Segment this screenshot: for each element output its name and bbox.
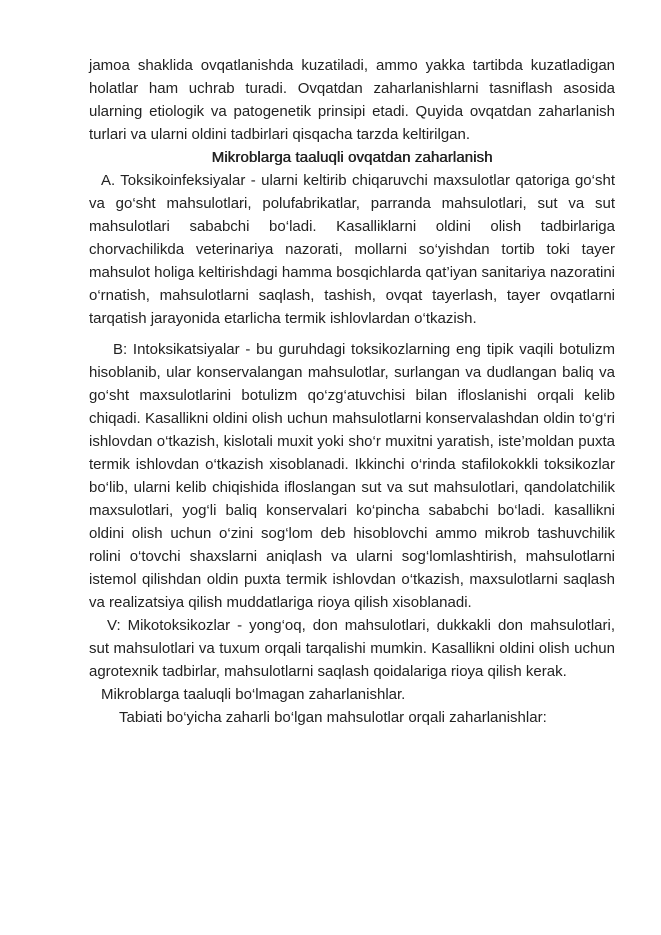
naturally-toxic-line: Tabiati bo‘yicha zaharli bo‘lgan mahsulotlar orqali zaharlanishlar: <box>119 709 547 726</box>
section-a-paragraph: A. Toksikoinfeksiyalar - ularni keltirib chiqaruvchi maxsulotlar qatoriga go‘sht va go‘sht mahsulotlari, polufabrikatlar, parranda mahsulotlari, sut va sut mahsulotlari sababchi bo‘ladi. Kasalliklarni oldini olish tadbirlariga chorvachilikda veterinariya nazorati, mollarni so‘yishdan tortib toki tayer mahsulot holiga keltirishdagi hamma bosqichlarda qat’iyan sanitariya nazoratini o‘rnatish, mahsulotlarni saqlash, tashish, ovqat tayerlash, tayer ovqatlarni tarqatish jarayonida etarlicha termik ishlovlardan o‘tkazish. <box>89 172 615 327</box>
document-page <box>89 54 615 729</box>
section-heading: Mikroblarga taaluqli ovqatdan zaharlanish <box>211 149 493 166</box>
intro-paragraph: jamoa shaklida ovqatlanishda kuzatiladi, ammo yakka tartibda kuzatladigan holatlar ham uchrab turadi. Ovqatdan zaharlanishlarni tasniflash asosida ularning etiologik va patogenetik prinsipi etadi. Quyida ovqatdan zaharlanish turlari va ularni oldini tadbirlari qisqacha tarzda keltirilgan. <box>89 57 615 143</box>
paragraph-gap <box>89 330 615 338</box>
non-microbial-line: Mikroblarga taaluqli bo‘lmagan zaharlanishlar. <box>101 686 406 703</box>
section-b-paragraph: B: Intoksikatsiyalar - bu guruhdagi toksikozlarning eng tipik vaqili botulizm hisoblanib, ular konservalangan mahsulotlar, surlangan va dudlangan baliq va go‘sht maxsulotlarini botulizm qo‘zg‘atuvchisi bilan ifloslanishi orqali kelib chiqadi. Kasallikni oldini olish uchun mahsulotlarni konservalashdan oldin to‘g‘ri ishlovdan o‘tkazish, kislotali muxit yoki sho‘r muxitni yaratish, iste’moldan puxta termik ishlovdan o‘tkazish xisoblanadi. Ikkinchi o‘rinda stafilokokkli toksikozlar bo‘lib, ularni kelib chiqishida ifloslangan sut va sut mahsulotlari, qandolatchilik maxsulotlari, yog‘li baliq konservalari ko‘pincha sababchi bo‘ladi. kasallikni oldini olish uchun o‘zini sog‘lom deb hisoblovchi ammo mikrob tashuvchilik rolini o‘tovchi shaxslarni aniqlash va ularni sog‘lomlashtirish, mahsulotlarni istemol qilishdan oldin puxta termik ishlovdan o‘tkazish, maxsulotlarni saqlash va realizatsiya qilish muddatlariga rioya qilish xisoblanadi. <box>89 341 615 611</box>
section-v-paragraph: V: Mikotoksikozlar - yong‘oq, don mahsulotlari, dukkakli don mahsulotlari, sut mahsulotlari va tuxum orqali tarqalishi mumkin. Kasallikni oldini olish uchun agrotexnik tadbirlar, mahsulotlarni saqlash qoidalariga rioya qilish kerak. <box>89 617 615 680</box>
